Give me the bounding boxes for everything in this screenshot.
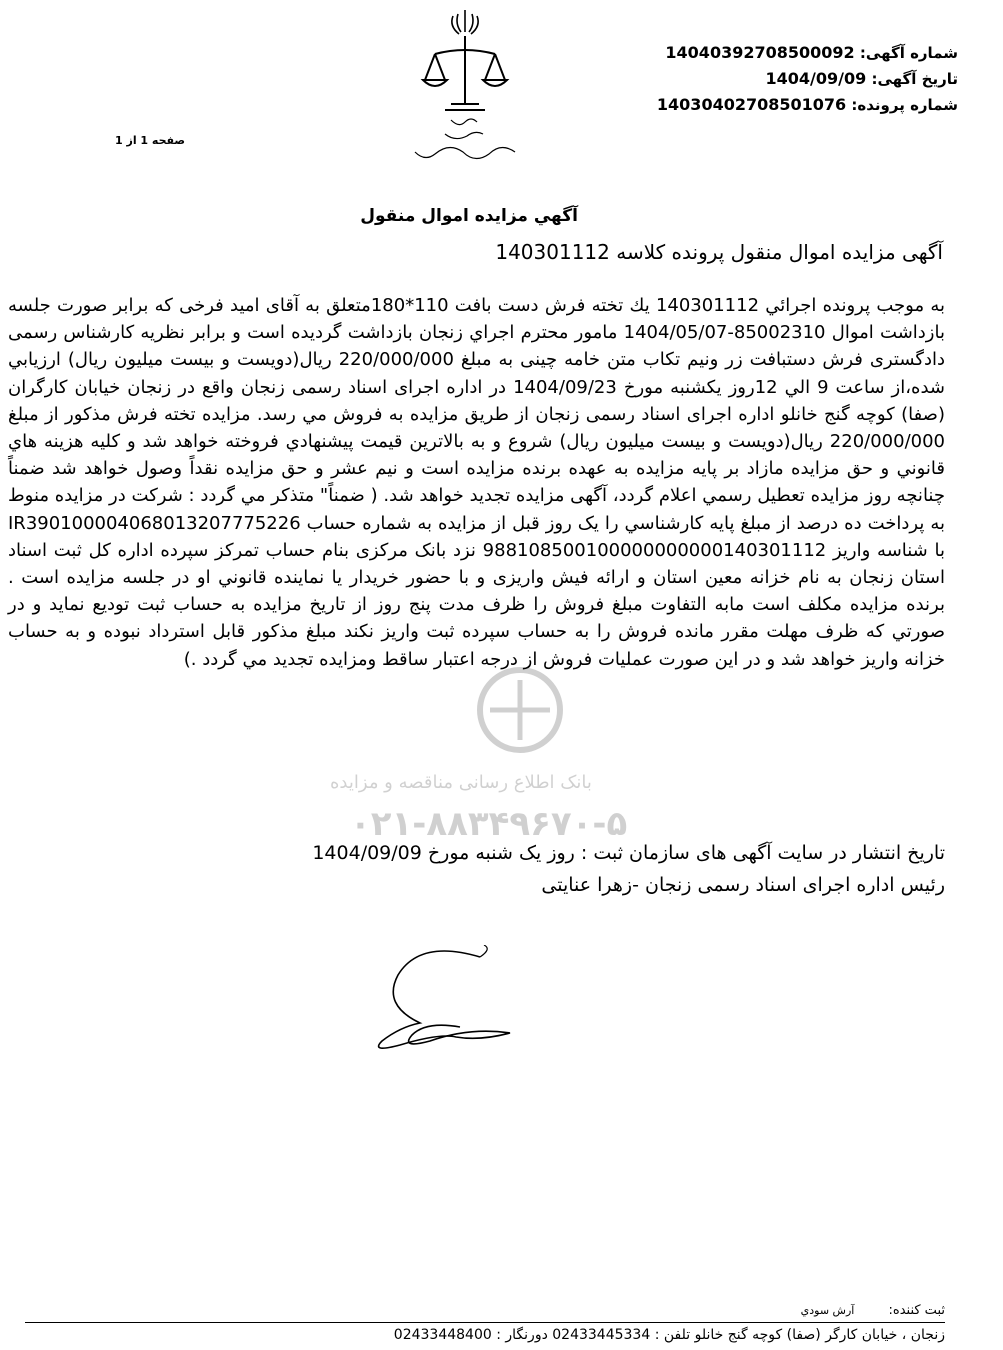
page-indicator: صفحه 1 از 1 <box>115 134 186 147</box>
case-number-row <box>618 92 958 118</box>
notice-date-label: تاریخ آگهی: <box>871 70 958 88</box>
notice-number: 14040392708500092 <box>665 43 855 62</box>
notice-meta <box>618 40 958 118</box>
footer-divider <box>25 1322 945 1323</box>
watermark-phone: ۰۲۱-۸۸۳۴۹۶۷۰-۵ <box>350 804 628 844</box>
signer-line: رئیس اداره اجرای اسناد رسمی زنجان -زهرا عنایتی <box>541 874 945 896</box>
watermark-text: بانک اطلاع رسانی مناقصه و مزایده <box>330 772 592 793</box>
notice-subtitle: آگهی مزایده اموال منقول پرونده کلاسه 140301112 <box>495 240 943 264</box>
notice-body-text: به موجب پرونده اجرائي 140301112 يك تخته فرش دست بافت 110*180متعلق به آقای امید فرخی که برابر صورت جلسه بازداشت اموال 85002310-1404/05/07 مامور محترم اجراي زنجان بازداشت گردیده است و برابر نظریه کارشناس رسمی دادگستری فرش دستبافت زر ونیم تکاب متن خامه چینی به مبلغ 220/000/000 ريال(دویست و بیست میلیون ریال) ارزيابي شده،از ساعت 9 الي 12روز يكشنبه مورخ 1404/09/23 در اداره اجرای اسناد رسمی زنجان واقع در زنجان خیابان کارگران (صفا) کوچه گنج خانلو اداره اجرای اسناد رسمی زنجان از طريق مزايده به فروش مي رسد. مزایده تخته فرش مذکور از مبلغ 220/000/000 ريال(دویست و بیست میلیون ریال) شروع و به بالاترين قيمت پيشنهادي فروخته خواهد شد و كليه هزينه هاي قانوني و حق مزايده مازاد بر پایه مزایده به عهده برنده مزايده است و نیم عشر و حق مزایده نقداً وصول خواهد شد ضمناً چنانچه روز مزايده تعطيل رسمي اعلام گردد، آگهی مزايده تجديد خواهد شد. ( ضمناً" متذكر مي گردد : شرکت در مزایده منوط به پرداخت ده درصد از مبلغ پایه کارشناسي را یک روز قبل از مزایده به شماره حساب IR390100004068013207775226 با شناسه واریز 988108500100000000000140301112 نزد بانک مرکزی بنام حساب تمرکز سپرده اداره کل ثبت اسناد استان زنجان به نام خزانه معین استان و ارائه فیش واریزی و با حضور خريدار يا نماينده قانوني او در جلسه مزايده است . برنده مزایده مکلف است مابه التفاوت مبلغ فروش را ظرف مدت پنج روز از تاريخ مزايده به حساب ثبت تودیع نماید و در صورتي كه ظرف مهلت مقرر مانده فروش را به حساب سپرده ثبت واریز نكند مبلغ مذكور قابل استرداد نبوده و به حساب خزانه واريز خواهد شد و در اين صورت عمليات فروش از درجه اعتبار ساقط ومزايده تجديد مي گردد .) <box>8 295 945 670</box>
footer-contact: زنجان ، خیابان کارگر (صفا) کوچه گنج خانلو تلفن : 02433445334 دورنگار : 02433448400 <box>393 1327 945 1343</box>
case-number: 14030402708501076 <box>656 95 847 114</box>
case-number-label: شماره پرونده: <box>851 96 958 114</box>
registrar-label: ثبت کننده: <box>888 1303 945 1318</box>
handwritten-signature-icon <box>360 945 540 1060</box>
notice-number-row <box>618 40 958 66</box>
notice-number-label: شماره آگهی: <box>859 44 958 62</box>
publication-date-line: تاریخ انتشار در سایت آگهی های سازمان ثبت : روز یک شنبه مورخ 1404/09/09 <box>312 842 945 864</box>
registrar-name: آرش سودي <box>800 1304 855 1317</box>
registrar <box>801 1303 945 1318</box>
judiciary-emblem-icon <box>405 2 525 172</box>
notice-title: آگهي مزايده اموال منقول <box>360 206 578 226</box>
notice-body <box>8 292 945 673</box>
notice-date: 1404/09/09 <box>765 69 867 88</box>
notice-date-row <box>618 66 958 92</box>
